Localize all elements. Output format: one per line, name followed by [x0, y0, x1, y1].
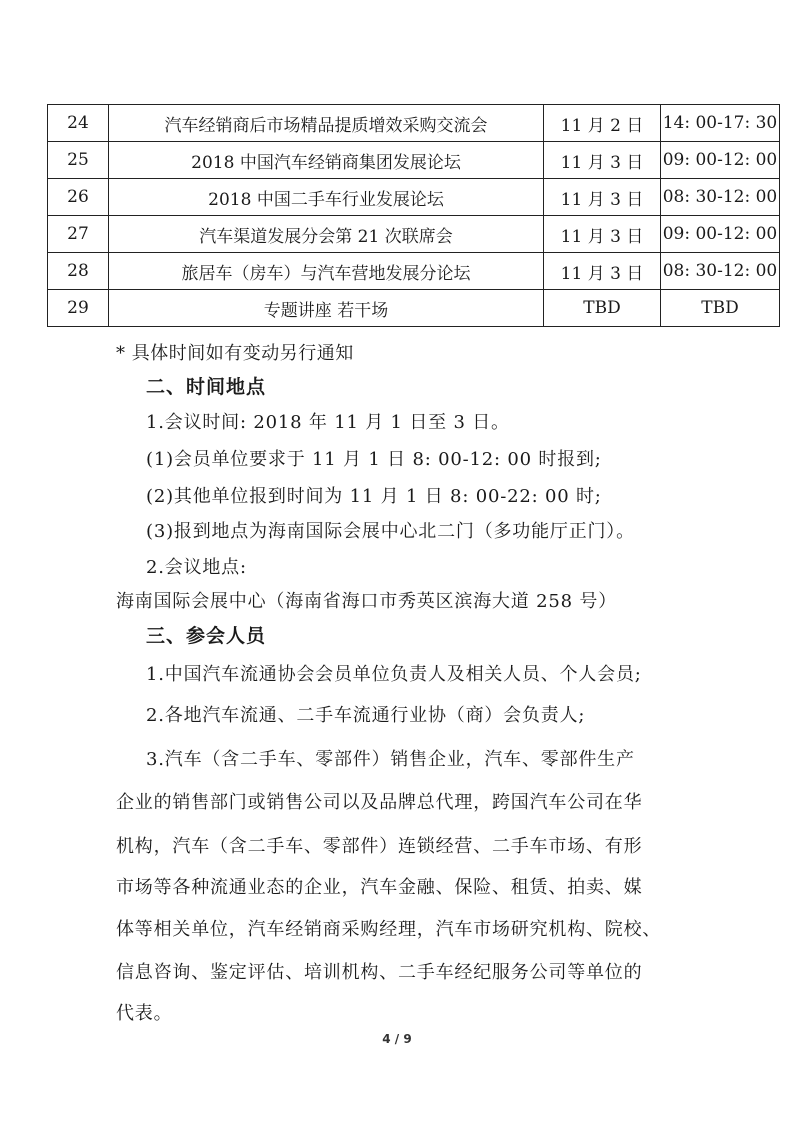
- paragraph-line: (2)其他单位报到时间为 11 月 1 日 8: 00-22: 00 时;: [146, 486, 602, 507]
- event-time: 14: 00-17: 30: [661, 105, 780, 142]
- paragraph-line: 企业的销售部门或销售公司以及品牌总代理，跨国汽车公司在华: [116, 792, 643, 813]
- paragraph-line: 市场等各种流通业态的企业，汽车金融、保险、租赁、拍卖、媒: [116, 877, 643, 898]
- event-time: TBD: [661, 290, 780, 327]
- paragraph-line: 2.各地汽车流通、二手车流通行业协（商）会负责人;: [146, 705, 586, 726]
- row-number: 27: [48, 216, 109, 253]
- row-number: 26: [48, 179, 109, 216]
- page-number: 4 / 9: [382, 1032, 412, 1046]
- event-name: 汽车渠道发展分会第 21 次联席会: [109, 216, 544, 253]
- event-date: 11 月 3 日: [544, 253, 661, 290]
- event-name: 2018 中国二手车行业发展论坛: [109, 179, 544, 216]
- event-name: 专题讲座 若干场: [109, 290, 544, 327]
- paragraph-line: 1.会议时间: 2018 年 11 月 1 日至 3 日。: [146, 412, 510, 433]
- schedule-table: [47, 104, 780, 327]
- row-number: 25: [48, 142, 109, 179]
- section-heading-time-location: 二、时间地点: [146, 376, 267, 398]
- event-time: 08: 30-12: 00: [661, 253, 780, 290]
- paragraph-line: 代表。: [116, 1003, 173, 1024]
- row-number: 24: [48, 105, 109, 142]
- event-date: 11 月 2 日: [544, 105, 661, 142]
- section-heading-attendees: 三、参会人员: [146, 625, 267, 647]
- row-number: 28: [48, 253, 109, 290]
- event-name: 2018 中国汽车经销商集团发展论坛: [109, 142, 544, 179]
- table-row: [48, 105, 780, 142]
- event-date: 11 月 3 日: [544, 142, 661, 179]
- paragraph-line: 3.汽车（含二手车、零部件）销售企业，汽车、零部件生产: [146, 749, 635, 770]
- event-time: 09: 00-12: 00: [661, 142, 780, 179]
- table-row: [48, 290, 780, 327]
- event-name: 旅居车（房车）与汽车营地发展分论坛: [109, 253, 544, 290]
- event-time: 09: 00-12: 00: [661, 216, 780, 253]
- paragraph-line: (1)会员单位要求于 11 月 1 日 8: 00-12: 00 时报到;: [146, 449, 602, 470]
- schedule-note: * 具体时间如有变动另行通知: [116, 343, 354, 364]
- table-row: [48, 179, 780, 216]
- event-date: 11 月 3 日: [544, 216, 661, 253]
- table-row: [48, 142, 780, 179]
- paragraph-line: 1.中国汽车流通协会会员单位负责人及相关人员、个人会员;: [146, 664, 642, 685]
- event-date: 11 月 3 日: [544, 179, 661, 216]
- table-row: [48, 216, 780, 253]
- row-number: 29: [48, 290, 109, 327]
- paragraph-line: 信息咨询、鉴定评估、培训机构、二手车经纪服务公司等单位的: [116, 962, 643, 983]
- event-date: TBD: [544, 290, 661, 327]
- paragraph-line: (3)报到地点为海南国际会展中心北二门（多功能厅正门）。: [146, 521, 635, 542]
- paragraph-line: 体等相关单位，汽车经销商采购经理，汽车市场研究机构、院校、: [116, 919, 662, 940]
- paragraph-line: 2.会议地点:: [146, 557, 247, 578]
- paragraph-line: 海南国际会展中心（海南省海口市秀英区滨海大道 258 号）: [116, 591, 617, 612]
- paragraph-line: 机构，汽车（含二手车、零部件）连锁经营、二手车市场、有形: [116, 836, 643, 857]
- event-name: 汽车经销商后市场精品提质增效采购交流会: [109, 105, 544, 142]
- event-time: 08: 30-12: 00: [661, 179, 780, 216]
- table-row: [48, 253, 780, 290]
